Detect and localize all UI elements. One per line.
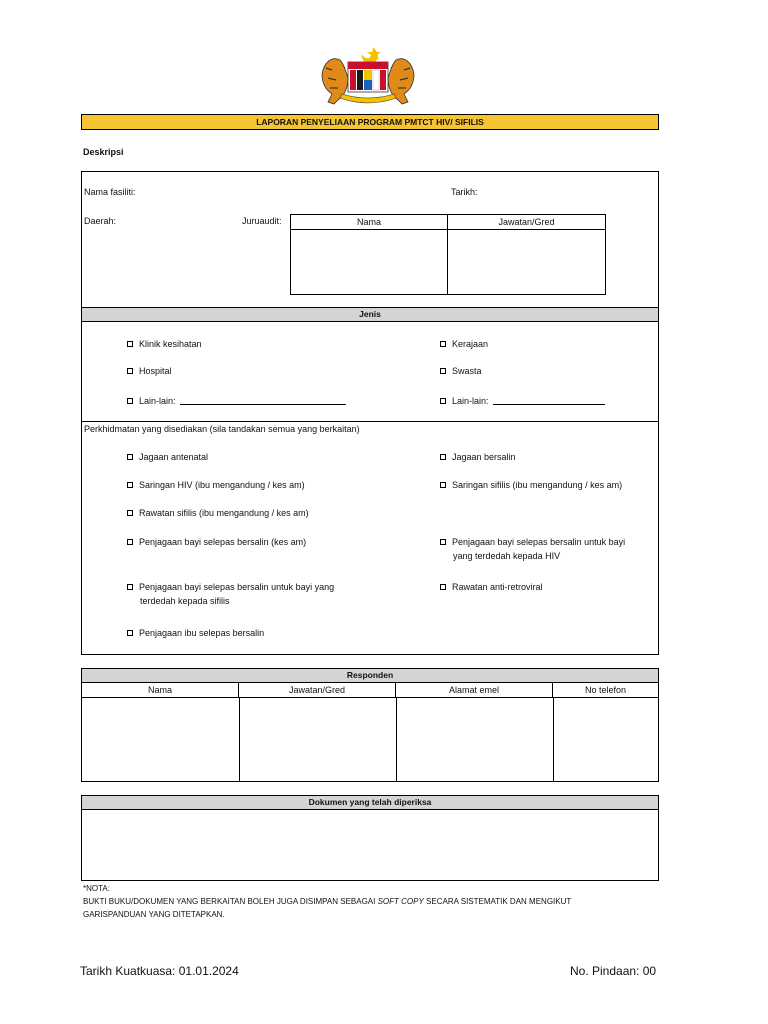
nota-line-2: GARISPANDUAN YANG DITETAPKAN. bbox=[83, 910, 225, 919]
perkhidmatan-heading: Perkhidmatan yang disediakan (sila tandakan semua yang berkaitan) bbox=[84, 424, 360, 434]
checkbox-penjagaan-bayi-kes-am[interactable] bbox=[127, 535, 306, 549]
checkbox-icon bbox=[440, 539, 446, 545]
checkbox-label: Lain-lain: bbox=[139, 396, 176, 406]
responden-table bbox=[81, 668, 659, 782]
lain-lain-left-field[interactable] bbox=[180, 396, 346, 405]
checkbox-label-line2: yang terdedah kepada HIV bbox=[453, 551, 561, 561]
daerah-label: Daerah: bbox=[84, 216, 117, 226]
checkbox-label: Penjagaan bayi selepas bersalin untuk bayi bbox=[452, 537, 626, 547]
deskripsi-heading: Deskripsi bbox=[83, 147, 124, 157]
juruaudit-label: Juruaudit: bbox=[242, 216, 282, 226]
checkbox-label: Hospital bbox=[139, 366, 172, 376]
checkbox-kerajaan[interactable] bbox=[440, 337, 488, 351]
checkbox-label: Penjagaan bayi selepas bersalin untuk bayi yang bbox=[139, 582, 335, 592]
tarikh-kuatkuasa: Tarikh Kuatkuasa: 01.01.2024 bbox=[80, 964, 239, 978]
auditor-table bbox=[290, 214, 606, 295]
checkbox-lain-lain-left[interactable] bbox=[127, 394, 346, 408]
checkbox-label: Lain-lain: bbox=[452, 396, 489, 406]
checkbox-lain-lain-right[interactable] bbox=[440, 394, 605, 408]
checkbox-icon bbox=[440, 341, 446, 347]
dokumen-box[interactable] bbox=[81, 795, 659, 881]
checkbox-label: Swasta bbox=[452, 366, 482, 376]
checkbox-icon bbox=[440, 398, 446, 404]
checkbox-icon bbox=[440, 482, 446, 488]
checkbox-klinik-kesihatan[interactable] bbox=[127, 337, 202, 351]
checkbox-jagaan-antenatal[interactable] bbox=[127, 450, 208, 464]
responden-col-telefon: No telefon bbox=[553, 683, 658, 698]
divider bbox=[82, 421, 658, 422]
checkbox-penjagaan-ibu[interactable] bbox=[127, 626, 264, 640]
checkbox-icon bbox=[127, 630, 133, 636]
checkbox-label: Penjagaan bayi selepas bersalin (kes am) bbox=[139, 537, 307, 547]
checkbox-icon bbox=[440, 368, 446, 374]
checkbox-label: Jagaan bersalin bbox=[452, 452, 516, 462]
checkbox-saringan-sifilis[interactable] bbox=[440, 478, 622, 492]
checkbox-icon bbox=[127, 368, 133, 374]
jenis-heading: Jenis bbox=[82, 307, 658, 322]
checkbox-rawatan-anti-retroviral[interactable] bbox=[440, 580, 543, 594]
checkbox-label: Klinik kesihatan bbox=[139, 339, 202, 349]
checkbox-swasta[interactable] bbox=[440, 364, 482, 378]
no-pindaan: No. Pindaan: 00 bbox=[570, 964, 657, 978]
nota-line-1: BUKTI BUKU/DOKUMEN YANG BERKAITAN BOLEH JUGA DISIMPAN SEBAGAI SOFT COPY SECARA SISTEMATIK DAN MENGIKUT bbox=[83, 897, 572, 906]
checkbox-label: Kerajaan bbox=[452, 339, 489, 349]
lain-lain-right-field[interactable] bbox=[493, 396, 605, 405]
checkbox-icon bbox=[127, 584, 133, 590]
nota bbox=[83, 882, 643, 921]
form-title: LAPORAN PENYELIAAN PROGRAM PMTCT HIV/ SIFILIS bbox=[81, 114, 659, 130]
checkbox-saringan-hiv[interactable] bbox=[127, 478, 305, 492]
checkbox-label: Jagaan antenatal bbox=[139, 452, 209, 462]
checkbox-label: Saringan HIV (ibu mengandung / kes am) bbox=[139, 480, 305, 490]
nota-label: *NOTA: bbox=[83, 884, 110, 893]
column-divider bbox=[396, 698, 397, 781]
checkbox-icon bbox=[440, 584, 446, 590]
checkbox-label-line2: terdedah kepada sifilis bbox=[140, 596, 230, 606]
checkbox-icon bbox=[127, 398, 133, 404]
checkbox-jagaan-bersalin[interactable] bbox=[440, 450, 516, 464]
auditor-nama-column[interactable] bbox=[291, 215, 448, 294]
checkbox-label: Rawatan anti-retroviral bbox=[452, 582, 543, 592]
column-divider bbox=[553, 698, 554, 781]
checkbox-icon bbox=[127, 341, 133, 347]
responden-heading: Responden bbox=[82, 669, 658, 683]
dokumen-heading: Dokumen yang telah diperiksa bbox=[82, 796, 658, 810]
checkbox-label: Rawatan sifilis (ibu mengandung / kes am) bbox=[139, 508, 309, 518]
malaysia-coat-of-arms-icon bbox=[318, 44, 418, 108]
checkbox-icon bbox=[127, 482, 133, 488]
checkbox-label: Penjagaan ibu selepas bersalin bbox=[139, 628, 265, 638]
checkbox-rawatan-sifilis[interactable] bbox=[127, 506, 309, 520]
checkbox-icon bbox=[127, 539, 133, 545]
checkbox-label: Saringan sifilis (ibu mengandung / kes am) bbox=[452, 480, 623, 490]
auditor-nama-header: Nama bbox=[291, 215, 447, 230]
nama-fasiliti-label: Nama fasiliti: bbox=[84, 187, 136, 197]
checkbox-icon bbox=[127, 454, 133, 460]
auditor-jawatan-column[interactable] bbox=[448, 215, 605, 294]
checkbox-penjagaan-bayi-hiv[interactable] bbox=[440, 535, 625, 563]
responden-col-jawatan: Jawatan/Gred bbox=[239, 683, 396, 698]
auditor-jawatan-header: Jawatan/Gred bbox=[448, 215, 605, 230]
checkbox-penjagaan-bayi-sifilis[interactable] bbox=[127, 580, 334, 608]
responden-col-nama: Nama bbox=[82, 683, 239, 698]
checkbox-hospital[interactable] bbox=[127, 364, 172, 378]
responden-col-emel: Alamat emel bbox=[396, 683, 553, 698]
tarikh-label: Tarikh: bbox=[451, 187, 478, 197]
column-divider bbox=[239, 698, 240, 781]
checkbox-icon bbox=[440, 454, 446, 460]
checkbox-icon bbox=[127, 510, 133, 516]
